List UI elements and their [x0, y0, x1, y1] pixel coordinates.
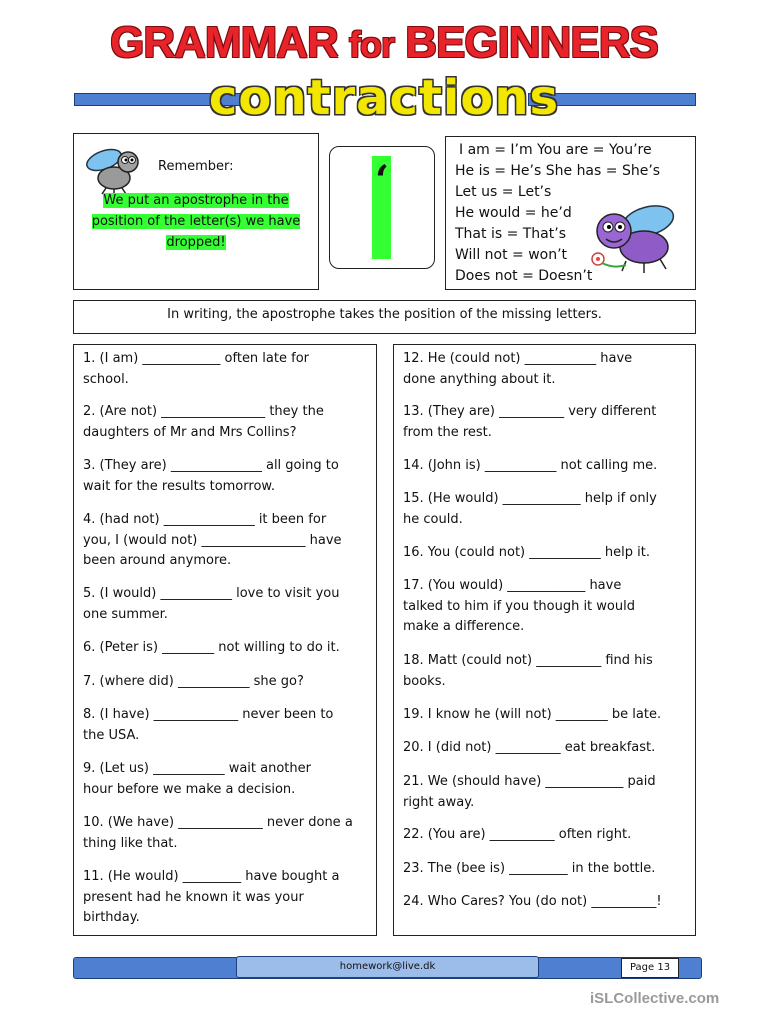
line: 13. (They are) __________ very different: [403, 404, 657, 419]
exercise-item-3: [83, 456, 371, 497]
exercise-item-17: [403, 576, 690, 638]
contraction-row: I am = I’m You are = You’re: [459, 142, 652, 158]
exercise-item-16: [403, 543, 690, 564]
remember-line-3: dropped!: [166, 235, 226, 250]
line: 6. (Peter is) ________ not willing to do it.: [83, 640, 340, 655]
watermark: iSLCollective.com: [590, 990, 720, 1007]
footer-email: homework@live.dk: [236, 956, 539, 978]
exercise-item-14: [403, 456, 690, 477]
line: 19. I know he (will not) ________ be late.: [403, 707, 662, 722]
exercise-item-24: [403, 892, 690, 913]
line: 14. (John is) ___________ not calling me.: [403, 458, 658, 473]
exercise-item-23: [403, 859, 690, 880]
subtitle: contractions: [208, 70, 560, 126]
line: make a difference.: [403, 619, 525, 634]
page-number: Page 13: [621, 958, 679, 978]
line: talked to him if you though it would: [403, 598, 635, 614]
apostrophe-symbol: ‘: [375, 157, 389, 204]
exercise-item-21: [403, 772, 690, 813]
line: 22. (You are) __________ often right.: [403, 827, 632, 842]
line: he could.: [403, 511, 463, 527]
fly-icon: [84, 146, 150, 196]
exercise-item-7: [83, 672, 371, 693]
line: 21. We (should have) ____________ paid: [403, 774, 656, 789]
line: 10. (We have) _____________ never done a: [83, 815, 353, 830]
remember-line-1: We put an apostrophe in the: [103, 193, 289, 208]
contraction-row: Will not = won’t: [455, 247, 568, 263]
purple-fly-icon: [586, 199, 686, 277]
contraction-row: That is = That’s: [455, 226, 566, 242]
line: 16. You (could not) ___________ help it.: [403, 545, 650, 560]
line: been around anymore.: [83, 553, 232, 568]
exercise-item-22: [403, 825, 690, 846]
line: 12. He (could not) ___________ have: [403, 351, 633, 366]
line: the USA.: [83, 727, 140, 743]
exercise-item-11: [83, 867, 371, 929]
line: books.: [403, 673, 446, 689]
exercise-item-5: [83, 584, 371, 625]
line: present had he known it was your: [83, 889, 304, 905]
line: 24. Who Cares? You (do not) __________!: [403, 894, 662, 909]
line: 23. The (bee is) _________ in the bottle.: [403, 861, 656, 876]
line: done anything about it.: [403, 371, 556, 387]
title-part3: BEGINNERS: [394, 18, 658, 67]
line: 15. (He would) ____________ help if only: [403, 491, 657, 506]
exercise-item-13: [403, 402, 690, 443]
line: 7. (where did) ___________ she go?: [83, 674, 304, 689]
line: 2. (Are not) ________________ they the: [83, 404, 324, 419]
line: school.: [83, 371, 129, 387]
line: 18. Matt (could not) __________ find his: [403, 653, 653, 668]
exercise-item-19: [403, 705, 690, 726]
contractions-box: [445, 136, 696, 290]
line: you, I (would not) ________________ have: [83, 532, 342, 548]
contraction-row: He would = he’d: [455, 205, 572, 221]
main-title: [0, 18, 768, 68]
exercise-item-4: [83, 510, 371, 572]
line: 3. (They are) ______________ all going to: [83, 458, 339, 473]
exercise-item-8: [83, 705, 371, 746]
line: 11. (He would) _________ have bought a: [83, 869, 340, 884]
exercise-item-12: [403, 349, 690, 390]
line: right away.: [403, 794, 475, 810]
exercise-item-20: [403, 738, 690, 759]
remember-note: [74, 190, 318, 253]
line: 9. (Let us) ___________ wait another: [83, 761, 311, 776]
contraction-row: He is = He’s She has = She’s: [455, 163, 661, 179]
exercise-item-18: [403, 651, 690, 692]
line: birthday.: [83, 910, 140, 925]
line: hour before we make a decision.: [83, 781, 296, 797]
left-exercise-box: [73, 344, 377, 936]
remember-box: [73, 133, 319, 290]
contraction-row: Does not = Doesn’t: [455, 268, 593, 284]
line: thing like that.: [83, 835, 178, 851]
title-part2: for: [349, 24, 395, 65]
contraction-row: Let us = Let’s: [455, 184, 552, 200]
line: 1. (I am) ____________ often late for: [83, 351, 309, 366]
exercise-item-6: [83, 638, 371, 659]
title-part1: GRAMMAR: [110, 18, 350, 67]
exercise-item-9: [83, 759, 371, 800]
line: 17. (You would) ____________ have: [403, 578, 622, 593]
exercise-item-15: [403, 489, 690, 530]
line: 5. (I would) ___________ love to visit you: [83, 586, 340, 601]
line: wait for the results tomorrow.: [83, 478, 275, 494]
line: from the rest.: [403, 424, 492, 440]
remember-label: Remember:: [158, 159, 234, 174]
line: 4. (had not) ______________ it been for: [83, 512, 327, 527]
exercise-item-10: [83, 813, 371, 854]
line: daughters of Mr and Mrs Collins?: [83, 424, 297, 440]
line: 20. I (did not) __________ eat breakfast.: [403, 740, 656, 755]
right-exercise-box: [393, 344, 696, 936]
exercise-item-1: [83, 349, 371, 390]
exercise-item-2: [83, 402, 371, 443]
line: 8. (I have) _____________ never been to: [83, 707, 334, 722]
apostrophe-box: [329, 146, 435, 269]
line: one summer.: [83, 606, 168, 622]
remember-line-2: position of the letter(s) we have: [91, 214, 301, 229]
instruction-box: In writing, the apostrophe takes the position of the missing letters.: [73, 300, 696, 334]
